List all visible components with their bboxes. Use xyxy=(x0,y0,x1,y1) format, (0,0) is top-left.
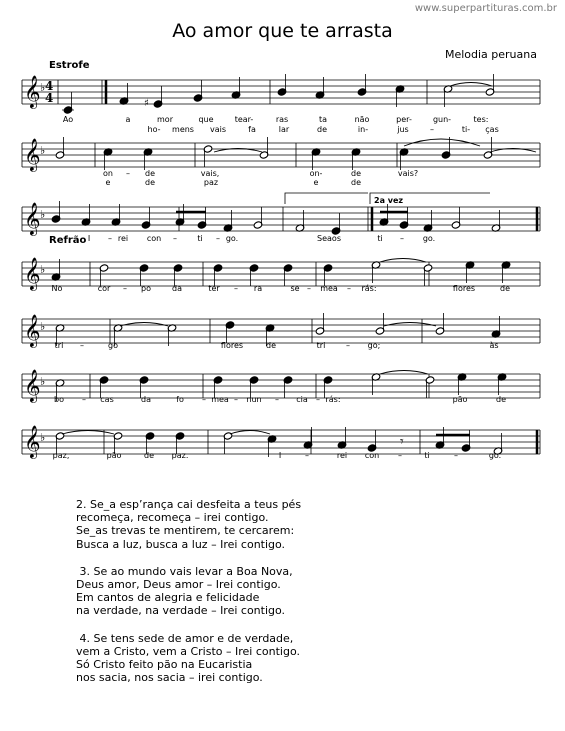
lyric-syllable: ti xyxy=(424,451,430,460)
lyric-syllable: de xyxy=(317,125,327,134)
lyric-syllable: cia xyxy=(296,395,308,404)
lyric-syllable: e xyxy=(105,178,111,187)
lyric-syllable: rei xyxy=(336,451,348,460)
lyric-syllable: mor xyxy=(157,115,173,124)
lyric-syllable: on- xyxy=(309,169,323,178)
lyric-syllable: – xyxy=(108,234,112,243)
lyric-syllable: fo xyxy=(176,395,184,404)
lyric-syllable: – xyxy=(346,341,350,350)
lyric-syllable: – xyxy=(216,234,220,243)
lyric-syllable: ti- xyxy=(461,125,471,134)
slur xyxy=(404,139,480,146)
verse-4: 4. Se tens sede de amor e de verdade, vem a Cristo, vem a Cristo – Irei contigo. Só Cristo feito pão na Eucaristia nos sacia, nos sacia – irei contigo. xyxy=(76,631,300,685)
lyric-syllable: não xyxy=(354,115,370,124)
treble-clef-icon: 𝄞 xyxy=(24,202,41,235)
lyric-syllable: – xyxy=(430,125,434,134)
lyric-syllable: ra xyxy=(253,284,263,293)
flat-icon: ♭ xyxy=(40,81,46,94)
tie xyxy=(380,259,426,263)
treble-clef-icon: 𝄞 xyxy=(24,369,41,402)
flat-icon: ♭ xyxy=(40,144,46,157)
lyric-syllable: – xyxy=(400,234,404,243)
lyric-syllable: de xyxy=(351,178,361,187)
verse-3: 3. Se ao mundo vais levar a Boa Nova, Deus amor, Deus amor – Irei contigo. Em cantos de alegria e felicidade na verdade, na verdade – Irei contigo. xyxy=(76,564,293,618)
lyric-syllable: – xyxy=(347,284,351,293)
lyric-syllable: lar xyxy=(278,125,290,134)
lyric-syllable: e xyxy=(313,178,319,187)
lyric-syllable: – xyxy=(305,451,309,460)
lyric-syllable: I xyxy=(87,234,91,243)
lyric-syllable: de xyxy=(145,169,155,178)
volta-bracket xyxy=(285,193,368,204)
lyric-syllable: per- xyxy=(396,115,412,124)
tie xyxy=(380,371,428,375)
lyric-syllable: bo xyxy=(54,395,64,404)
treble-clef-icon: 𝄞 xyxy=(24,314,41,347)
lyric-syllable: rás: xyxy=(325,395,341,404)
lyric-syllable: de xyxy=(500,284,510,293)
lyric-syllable: con xyxy=(146,234,162,243)
volta-label: 2a vez xyxy=(374,196,404,205)
tie xyxy=(230,431,270,435)
lyric-syllable: go. xyxy=(488,451,502,460)
lyric-syllable: – xyxy=(307,284,311,293)
flat-icon: ♭ xyxy=(40,375,46,388)
lyric-syllable: – xyxy=(454,451,458,460)
tie xyxy=(120,323,168,327)
flat-icon: ♭ xyxy=(40,431,46,444)
lyric-syllable: – xyxy=(80,341,84,350)
lyric-syllable: que xyxy=(198,115,214,124)
lyric-syllable: cas xyxy=(100,395,114,404)
lyric-syllable: Seaos xyxy=(317,234,341,243)
time-signature: 4 xyxy=(45,79,54,93)
volta-bracket xyxy=(370,193,490,204)
lyric-syllable: – xyxy=(275,395,279,404)
page-title: Ao amor que te arrasta xyxy=(172,20,393,42)
lyric-syllable: paz, xyxy=(52,451,70,460)
lyric-syllable: – xyxy=(82,395,86,404)
lyric-syllable: – xyxy=(202,395,206,404)
lyric-syllable: ras xyxy=(275,115,289,124)
lyric-syllable: No xyxy=(51,284,63,293)
lyric-syllable: ter xyxy=(208,284,220,293)
lyric-syllable: ças xyxy=(485,125,499,134)
lyric-syllable: paz xyxy=(203,178,219,187)
lyric-syllable: on xyxy=(103,169,113,178)
lyric-syllable: nun xyxy=(246,395,262,404)
treble-clef-icon: 𝄞 xyxy=(24,138,41,171)
lyric-syllable: – xyxy=(126,169,130,178)
sharp-icon: ♯ xyxy=(144,98,149,109)
lyric-syllable: a xyxy=(125,115,131,124)
lyric-syllable: da xyxy=(141,395,151,404)
lyric-syllable: de xyxy=(144,451,154,460)
lyric-syllable: – xyxy=(123,284,127,293)
lyric-syllable: Ao xyxy=(62,115,74,124)
lyric-syllable: mea xyxy=(320,284,338,293)
lyric-syllable: go xyxy=(108,341,118,350)
lyric-syllable: con xyxy=(364,451,380,460)
flat-icon: ♭ xyxy=(40,208,46,221)
lyric-syllable: de xyxy=(351,169,361,178)
lyric-syllable: rei xyxy=(117,234,129,243)
lyric-syllable: tri xyxy=(54,341,64,350)
lyric-syllable: vais? xyxy=(397,169,419,178)
lyric-syllable: cor xyxy=(97,284,111,293)
lyric-syllable: jus xyxy=(397,125,409,134)
composer-credit: Melodia peruana xyxy=(444,48,537,61)
lyric-syllable: fa xyxy=(248,125,256,134)
treble-clef-icon: 𝄞 xyxy=(24,425,41,458)
lyric-syllable: de xyxy=(496,395,506,404)
lyric-syllable: de xyxy=(266,341,276,350)
lyric-syllable: ti xyxy=(197,234,203,243)
section-label-estrofe: Estrofe xyxy=(49,60,90,71)
lyric-syllable: tri xyxy=(316,341,326,350)
lyric-syllable: po xyxy=(141,284,151,293)
lyric-syllable: – xyxy=(173,234,177,243)
lyric-syllable: vais xyxy=(209,125,227,134)
lyric-syllable: – xyxy=(234,395,238,404)
lyric-syllable: – xyxy=(234,284,238,293)
lyric-syllable: rás: xyxy=(361,284,377,293)
lyric-syllable: – xyxy=(398,451,402,460)
eighth-rest-icon: 𝄾 xyxy=(400,434,404,450)
additional-verses xyxy=(76,498,301,698)
flat-icon: ♭ xyxy=(40,263,46,276)
lyric-syllable: de xyxy=(145,178,155,187)
lyric-syllable: pão xyxy=(452,395,468,404)
lyric-syllable: se xyxy=(290,284,300,293)
time-signature: 4 xyxy=(45,91,54,105)
tie xyxy=(384,323,436,327)
lyric-syllable: go; xyxy=(367,341,381,350)
lyric-syllable: mens xyxy=(172,125,194,134)
lyric-syllable: ho- xyxy=(147,125,161,134)
lyric-syllable: – xyxy=(316,395,320,404)
lyric-syllable: tes: xyxy=(473,115,489,124)
lyric-syllable: flores xyxy=(452,284,476,293)
lyric-syllable: go. xyxy=(225,234,239,243)
lyric-syllable: ta xyxy=(318,115,328,124)
verse-2: 2. Se_a esp’rança cai desfeita a teus pés recomeça, recomeça – irei contigo. Se_as trevas te mentirem, te cercarem: Busca a luz, busca a luz – Irei contigo. xyxy=(76,498,302,551)
lyric-syllable: às xyxy=(489,341,499,350)
lyric-syllable: pão xyxy=(106,451,122,460)
lyric-syllable: I xyxy=(278,451,282,460)
flat-icon: ♭ xyxy=(40,320,46,333)
lyric-syllable: vais, xyxy=(200,169,220,178)
lyric-syllable: da xyxy=(172,284,182,293)
lyric-syllable: flores xyxy=(220,341,244,350)
lyric-syllable: tear- xyxy=(234,115,254,124)
lyric-syllable: paz. xyxy=(171,451,189,460)
treble-clef-icon: 𝄞 xyxy=(24,257,41,290)
tie xyxy=(62,431,114,435)
tie xyxy=(450,83,492,87)
lyric-syllable: go. xyxy=(422,234,436,243)
lyric-syllable: in- xyxy=(357,125,369,134)
lyric-syllable: mea xyxy=(211,395,229,404)
lyric-syllable: gun- xyxy=(432,115,452,124)
lyric-syllable: ti xyxy=(377,234,383,243)
section-label-refrao: Refrão xyxy=(49,235,87,246)
treble-clef-icon: 𝄞 xyxy=(24,75,41,108)
watermark: www.superpartituras.com.br xyxy=(414,3,557,14)
